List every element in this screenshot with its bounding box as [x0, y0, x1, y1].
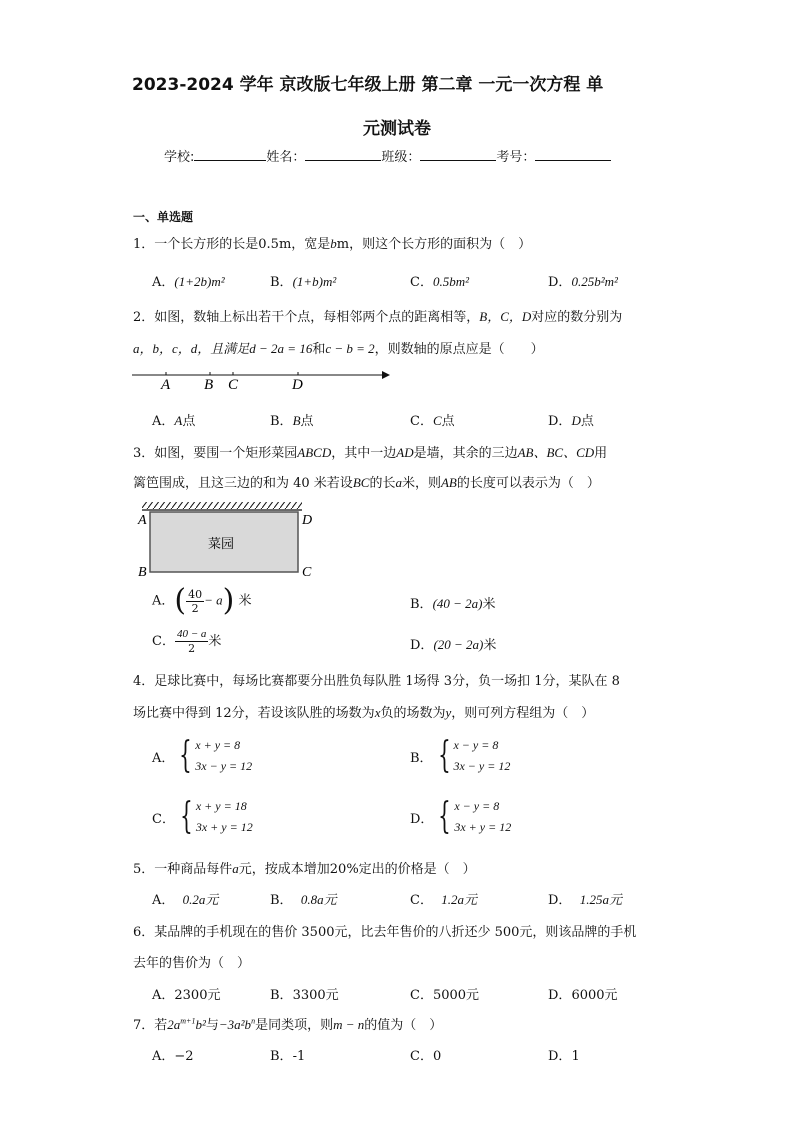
q4-t1: 场比赛中得到 12分，若设该队胜的场数为	[133, 706, 375, 721]
q7-term2: −3a²b	[218, 1017, 252, 1032]
option-value: 2300元	[174, 988, 221, 1003]
q3-ab: AB	[440, 475, 457, 490]
numerator: 40	[188, 587, 203, 601]
q2-option-d[interactable]	[548, 410, 594, 429]
option-suffix: 点	[182, 414, 196, 429]
garden-label: 菜园	[208, 537, 235, 552]
question-2-stem-line2	[133, 338, 544, 357]
q1-var-b: b	[330, 236, 337, 251]
option-value: 1.25a元	[579, 892, 622, 907]
option-value: -1	[292, 1049, 306, 1064]
option-letter: A．	[152, 893, 175, 908]
q6-option-c[interactable]	[410, 984, 479, 1003]
unit: 米	[483, 638, 497, 653]
option-letter: A．	[152, 414, 175, 429]
q7-expr: m − n	[333, 1017, 365, 1032]
q4-option-b[interactable]	[410, 735, 510, 777]
page-title-line2: 元测试卷	[363, 119, 431, 139]
brace: {	[180, 796, 193, 837]
q1-text: 1．一个长方形的长是0.5m，宽是	[133, 237, 331, 252]
q3-t6: 的长	[369, 476, 396, 491]
name-blank[interactable]	[305, 160, 381, 161]
axis-label-b: B	[204, 377, 214, 393]
equation-1: x + y = 18	[195, 799, 247, 813]
equation-2: 3x + y = 12	[195, 820, 253, 834]
option-letter: B．	[270, 414, 293, 429]
question-4-stem-line2	[133, 702, 594, 721]
corner-d: D	[302, 513, 313, 528]
option-letter: A．	[152, 750, 175, 766]
fraction	[175, 628, 208, 655]
q1-option-b[interactable]	[270, 271, 336, 290]
q6-option-b[interactable]	[270, 984, 339, 1003]
q4-t3: ，则可列方程组为（ ）	[451, 706, 595, 721]
denominator: 2	[191, 601, 199, 615]
axis-label-d: D	[292, 377, 303, 393]
left-paren: (	[174, 583, 187, 618]
school-blank[interactable]	[194, 160, 266, 161]
q2-line1b: 对应的数分别为	[531, 310, 623, 325]
option-letter: C．	[410, 988, 433, 1003]
q7-term1-exponent: m+1	[180, 1016, 196, 1026]
option-suffix: 点	[300, 414, 314, 429]
q2-eq1: d − 2a = 16	[249, 341, 313, 356]
q7-option-c[interactable]	[410, 1045, 441, 1064]
equation-2: 3x − y = 12	[453, 759, 511, 773]
q3-option-c[interactable]	[152, 628, 221, 655]
q5-a: a	[232, 861, 239, 876]
q7-option-b[interactable]	[270, 1045, 305, 1064]
option-value: 1.2a元	[441, 892, 477, 907]
option-letter: C．	[410, 414, 433, 429]
option-letter: D．	[410, 638, 434, 653]
q2-line1: 2．如图，数轴上标出若干个点，每相邻两个点的距离相等，	[133, 310, 480, 325]
unit: 米	[238, 593, 252, 609]
option-letter: D．	[548, 275, 572, 290]
option-suffix: 点	[580, 414, 594, 429]
wall-hatching	[142, 502, 302, 509]
class-blank[interactable]	[420, 160, 496, 161]
question-4-stem-line1: 4．足球比赛中，每场比赛都要分出胜负每队胜 1场得 3分，负一场扣 1分，某队在 8	[133, 674, 620, 689]
q1-option-a[interactable]	[152, 271, 225, 290]
option-letter: D．	[548, 1049, 572, 1064]
school-label: 学校:	[164, 150, 195, 165]
q7-t1: 7．若	[133, 1018, 168, 1033]
q2-and: 和	[312, 342, 326, 357]
page-title-line1: 2023-2024 学年 京改版七年级上册 第二章 一元一次方程 单	[132, 75, 604, 95]
option-letter: B．	[270, 1049, 293, 1064]
unit: 米	[482, 597, 496, 612]
q4-x: x	[374, 705, 381, 720]
equation-2: 3x + y = 12	[454, 820, 512, 834]
option-letter: A．	[152, 988, 175, 1003]
q3-a: a	[395, 475, 402, 490]
equations	[195, 735, 252, 777]
q2-option-c[interactable]	[410, 410, 455, 429]
q2-ask: ，则数轴的原点应是（ ）	[374, 342, 544, 357]
q5-option-d[interactable]	[548, 889, 622, 908]
q2-vars: a，b，c，d，且满足	[133, 341, 250, 356]
q7-term1-b: b²	[195, 1017, 206, 1032]
q2-eq2: c − b = 2	[325, 341, 375, 356]
question-2-stem-line1	[133, 306, 622, 325]
denominator: 2	[188, 642, 196, 655]
option-value: (1+b)m²	[292, 274, 337, 289]
question-5-stem	[133, 858, 476, 877]
option-letter: A．	[152, 1049, 175, 1064]
corner-b: B	[138, 565, 147, 580]
section-label: 一、单选题	[133, 210, 194, 224]
q3-abcd: ABCD	[297, 445, 332, 460]
option-letter: B．	[270, 988, 293, 1003]
q3-t3: 是墙，其余的三边	[413, 446, 518, 461]
q1-option-c[interactable]	[410, 271, 469, 290]
option-value: 0.2a元	[182, 892, 219, 907]
option-point: C	[432, 413, 442, 428]
info-fields	[164, 146, 611, 165]
question-6-stem-line2: 去年的售价为（ ）	[133, 956, 251, 971]
option-value: 5000元	[432, 988, 480, 1003]
q3-ad: AD	[396, 445, 414, 460]
q7-t3: 是同类项，则	[255, 1018, 334, 1033]
option-value: 1	[571, 1049, 580, 1064]
q1-text2: ，则这个长方形的面积为（ ）	[349, 237, 532, 252]
equations	[196, 796, 253, 838]
corner-c: C	[302, 565, 312, 580]
number-line-figure	[132, 364, 394, 394]
q3-option-b[interactable]	[410, 593, 496, 612]
equations	[454, 796, 511, 838]
q7-term1: 2a	[167, 1017, 181, 1032]
option-letter: D．	[410, 811, 434, 827]
option-letter: B．	[270, 275, 293, 290]
option-letter: B．	[410, 597, 433, 612]
q3-t4: 用	[594, 446, 608, 461]
equation-system	[410, 796, 511, 838]
name-label: 姓名：	[266, 150, 306, 165]
option-value: 6000元	[571, 988, 618, 1003]
option-letter: A．	[152, 275, 175, 290]
equation-1: x − y = 8	[453, 738, 499, 752]
option-value: 3300元	[292, 988, 339, 1003]
numerator: 40 − a	[176, 628, 207, 640]
question-6-stem-line1: 6．某品牌的手机现在的售价 3500元，比去年售价的八折还少 500元，则该品牌的手机	[133, 925, 637, 940]
brace: {	[179, 735, 193, 776]
q3-t5: 篱笆围成，且这三边的和为 40 米若设	[133, 476, 353, 491]
option-rest: − a	[204, 592, 223, 608]
q4-option-d[interactable]	[410, 796, 511, 838]
q3-t8: 的长度可以表示为（ ）	[456, 476, 600, 491]
q2-points: B，C，D	[479, 309, 532, 324]
option-letter: D．	[548, 893, 572, 908]
option-point: A	[174, 413, 183, 428]
equation-2: 3x − y = 12	[195, 759, 253, 773]
option-point: D	[571, 413, 581, 428]
question-7-stem	[133, 1014, 442, 1033]
option-letter: C．	[410, 275, 433, 290]
q3-t2: ，其中一边	[331, 446, 397, 461]
exam-number-blank[interactable]	[535, 160, 611, 161]
q3-sides: AB、BC、CD	[517, 445, 595, 460]
option-value: (1+2b)m²	[174, 274, 225, 289]
option-letter: C．	[152, 634, 175, 649]
option-letter: D．	[548, 414, 572, 429]
option-letter: C．	[152, 811, 175, 827]
equation-system	[410, 735, 510, 777]
q5-t1: 5．一种商品每件	[133, 862, 233, 877]
q5-option-c[interactable]	[410, 889, 477, 908]
q5-option-b[interactable]	[270, 889, 337, 908]
q1-option-d[interactable]	[548, 271, 618, 290]
option-suffix: 点	[441, 414, 455, 429]
option-value: (40 − 2a)	[432, 596, 483, 611]
right-paren: )	[222, 583, 235, 618]
q7-option-d[interactable]	[548, 1045, 580, 1064]
option-value: 0.25b²m²	[571, 274, 618, 289]
q4-option-c[interactable]	[152, 796, 253, 838]
option-value: 0.8a元	[300, 892, 337, 907]
q7-option-a[interactable]	[152, 1045, 194, 1064]
q7-term2-exponent: n	[251, 1016, 256, 1026]
q3-bc: BC	[352, 475, 370, 490]
q6-option-d[interactable]	[548, 984, 618, 1003]
option-letter: B．	[270, 893, 293, 908]
option-value: 0.5bm²	[432, 274, 469, 289]
q4-y: y	[445, 705, 452, 720]
equation-1: x − y = 8	[454, 799, 500, 813]
option-value: 0	[432, 1049, 442, 1064]
exam-number-label: 考号：	[496, 150, 536, 165]
q7-t2: 与	[205, 1018, 219, 1033]
brace: {	[438, 796, 452, 837]
brace: {	[437, 735, 451, 776]
question-1-stem: 1．一个长方形的长是0.5m，宽是bm，则这个长方形的面积为（ ）	[133, 236, 532, 252]
class-label: 班级：	[381, 150, 421, 165]
option-letter: A．	[152, 593, 175, 609]
equation-system	[152, 796, 253, 838]
q5-option-a[interactable]	[152, 889, 218, 908]
q6-option-a[interactable]	[152, 984, 220, 1003]
q3-option-d[interactable]	[410, 634, 496, 653]
option-point: B	[292, 413, 301, 428]
q5-t2: 元，按成本增加20%定出的价格是（ ）	[238, 862, 476, 877]
axis-label-c: C	[228, 377, 239, 393]
q3-option-a[interactable]	[152, 583, 252, 618]
q2-option-a[interactable]	[152, 410, 195, 429]
equations	[453, 735, 510, 777]
fraction	[186, 588, 204, 615]
option-value: −2	[174, 1049, 194, 1064]
axis-label-a: A	[161, 377, 171, 393]
option-letter: C．	[410, 1049, 433, 1064]
option-letter: D．	[548, 988, 572, 1003]
unit: 米	[208, 634, 222, 649]
garden-figure	[136, 500, 326, 582]
q4-option-a[interactable]	[152, 735, 252, 777]
q3-t1: 3．如图，要围一个矩形菜园	[133, 446, 298, 461]
question-3-stem-line1	[133, 442, 607, 461]
option-letter: C．	[410, 893, 433, 908]
option-value: (20 − 2a)	[433, 637, 484, 652]
question-3-stem-line2	[133, 472, 600, 491]
equation-1: x + y = 8	[195, 738, 241, 752]
corner-a: A	[138, 513, 147, 528]
option-letter: B．	[410, 750, 433, 766]
equation-system	[152, 735, 252, 777]
q7-t4: 的值为（ ）	[364, 1018, 443, 1033]
number-line-arrow	[382, 371, 390, 379]
q3-t7: 米，则	[401, 476, 441, 491]
q2-option-b[interactable]	[270, 410, 314, 429]
q4-t2: 负的场数为	[380, 706, 446, 721]
